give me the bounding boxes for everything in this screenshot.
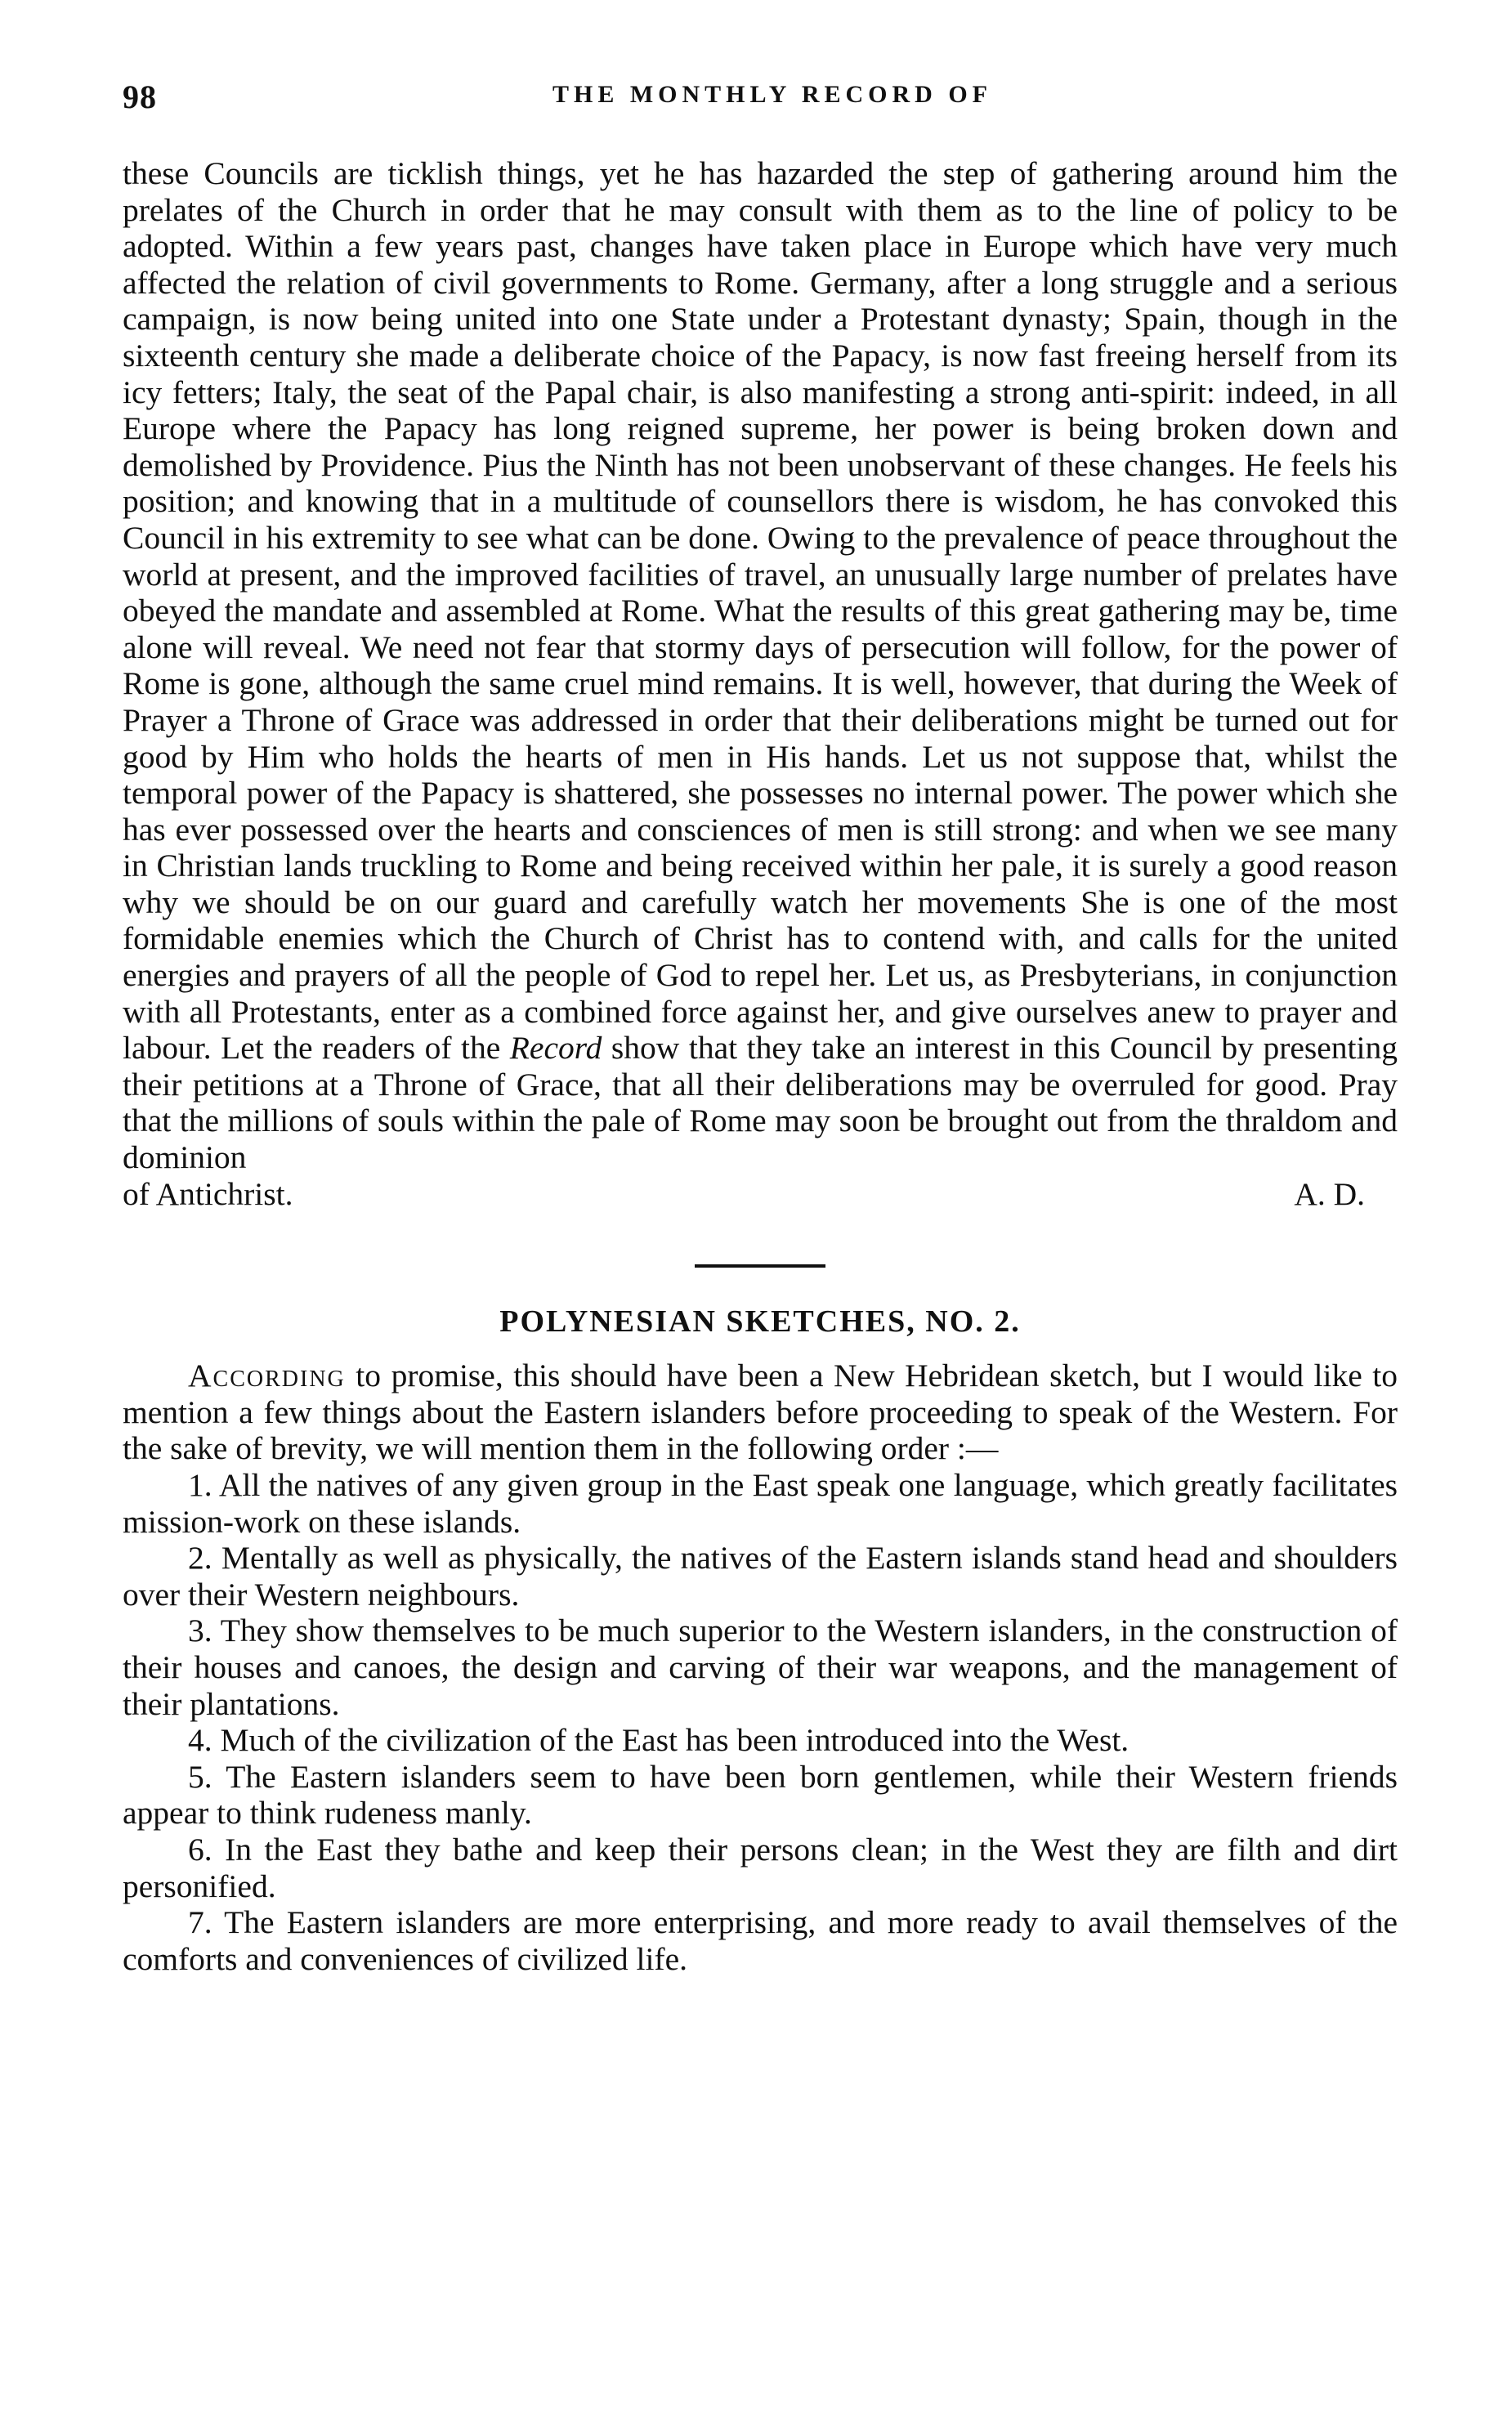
numbered-list bbox=[123, 1467, 1398, 1977]
author-signature: A. D. bbox=[1294, 1175, 1365, 1212]
list-item: 4. Much of the civilization of the East has been introduced into the West. bbox=[188, 1722, 1130, 1759]
list-item: 7. The Eastern islanders are more enterprising, and more ready to avail themselves of the comforts and conveniences of civilized life. bbox=[123, 1904, 1398, 1977]
section-title: POLYNESIAN SKETCHES, NO. 2. bbox=[499, 1304, 1021, 1340]
running-head: THE MONTHLY RECORD OF bbox=[552, 81, 992, 108]
closing-line bbox=[123, 1176, 1398, 1213]
list-item: 3. They show themselves to be much superior to the Western islanders, in the construction of their houses and canoes, the design and carving of their war weapons, and the management of their plantations. bbox=[123, 1613, 1398, 1722]
article-paragraph-text: these Councils are ticklish things, yet he has hazarded the step of gathering around him the prelates of the Church in order that he may consult with them as to the line of policy to be adopted. Within a few years past, changes have taken place in Europe which have very much affected the relation of civil governments to Rome. Germany, after a long struggle and a serious campaign, is now being united into one State under a Protestant dynasty; Spain, though in the sixteenth century she made a deliberate choice of the Papacy, is now fast freeing herself from its icy fetters; Italy, the seat of the Papal chair, is also manifesting a strong anti-spirit: indeed, in all Europe where the Papacy has long reigned supreme, her power is being broken down and demolished by Providence. Pius the Ninth has not been unobservant of these changes. He feels his position; and knowing that in a multitude of counsellors there is wisdom, he has convoked this Council in his extremity to see what can be done. Owing to the prevalence of peace throughout the world at present, and the improved facilities of travel, an unusually large number of prelates have obeyed the mandate and assembled at Rome. What the results of this great gathering may be, time alone will reveal. We need not fear that stormy days of persecution will follow, for the power of Rome is gone, although the same cruel mind remains. It is well, however, that during the Week of Prayer a Throne of Grace was addressed in order that their deliberations might be turned out for good by Him who holds the hearts of men in His hands. Let us not suppose that, whilst the temporal power of the Papacy is shattered, she possesses no internal power. The power which she has ever possessed over the hearts and consciences of men is still strong: and when we see many in Christian lands truckling to Rome and being received within her pale, it is surely a good reason why we should be on our guard and carefully watch her movements She is one of the most formidable enemies which the Church of Christ has to contend with, and calls for the united energies and prayers of all the people of God to repel her. Let us, as Presbyterians, in conjunction with all Protestants, enter as a combined force against her, and give ourselves anew to prayer and labour. Let the readers of the bbox=[123, 155, 1398, 1067]
article-paragraph bbox=[123, 155, 1398, 1176]
article-record-italic: Record bbox=[509, 1030, 602, 1067]
section-intro bbox=[123, 1358, 1398, 1467]
list-item: 6. In the East they bathe and keep their persons clean; in the West they are filth and dirt personified. bbox=[123, 1831, 1398, 1904]
list-item: 2. Mentally as well as physically, the natives of the Eastern islands stand head and shoulders over their Western neighbours. bbox=[123, 1540, 1398, 1613]
closing-text: of Antichrist. bbox=[123, 1175, 293, 1212]
section-divider bbox=[695, 1264, 825, 1268]
list-item: 5. The Eastern islanders seem to have been born gentlemen, while their Western friends appear to think rudeness manly. bbox=[123, 1758, 1398, 1832]
body-text bbox=[123, 155, 1398, 1977]
intro-text: to promise, this should have been a New Hebridean sketch, but I would like to mention a few things about the Eastern islanders before proceeding to speak of the Western. For the sake of brevity, we will mention them in the following order :— bbox=[123, 1358, 1398, 1467]
page-header bbox=[123, 78, 1422, 127]
intro-first-word: According bbox=[188, 1358, 346, 1394]
article-paragraph-end: show that they take an interest in this Council by presenting their petitions at a Throne of Grace, that all their deliberations may be overruled for good. Pray that the millions of souls within the pale of Rome may soon be brought out from the thraldom and dominion bbox=[123, 1030, 1398, 1176]
page-number: 98 bbox=[123, 78, 157, 115]
list-item: 1. All the natives of any given group in the East speak one language, which greatly facilitates mission-work on these islands. bbox=[123, 1467, 1398, 1540]
